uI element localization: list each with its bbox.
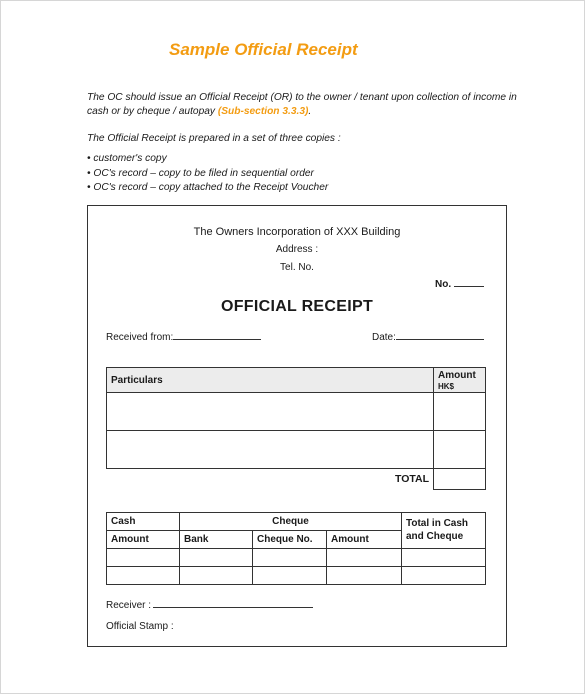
receiver-field [106,600,313,611]
bank-header: Bank [180,531,253,549]
received-from-blank[interactable] [173,339,261,340]
date-blank[interactable] [396,339,484,340]
list-item: • OC's record – copy attached to the Receipt Voucher [87,181,328,196]
receipt-number-label: No. [435,279,452,290]
date-field [372,332,484,343]
amount-header [434,368,486,393]
table-row [107,368,486,393]
receiver-label: Receiver : [106,600,152,611]
cash-header: Cash [107,513,180,531]
receiver-blank[interactable] [153,607,313,608]
total-cell[interactable] [402,549,486,567]
total-label: TOTAL [394,473,429,486]
table-row [107,567,486,585]
total-cash-cheque-header: Total in Cash and Cheque [402,513,486,549]
receipt-heading: OFFICIAL RECEIPT [220,298,374,315]
particulars-header: Particulars [107,368,434,393]
cheque-amount-cell[interactable] [327,549,402,567]
table-row [107,549,486,567]
amount-header-label: Amount [438,370,476,381]
amount-cell[interactable] [434,393,486,431]
payment-table [106,512,486,585]
tel-label: Tel. No. [280,262,314,273]
received-from-label: Received from: [106,332,174,343]
organization-name: The Owners Incorporation of XXX Building [193,226,401,238]
particulars-table [106,367,486,490]
list-item: • OC's record – copy to be filed in sequential order [87,167,328,182]
intro-text: The OC should issue an Official Receipt (OR) to the owner / tenant upon collection of income in cash or by cheque / autopay [87,92,517,117]
cash-amount-header: Amount [107,531,180,549]
table-row [107,431,486,469]
list-item: • customer's copy [87,152,328,167]
cash-amount-cell[interactable] [107,549,180,567]
total-cell[interactable] [402,567,486,585]
copies-intro: The Official Receipt is prepared in a set of three copies : [87,133,341,144]
bank-cell[interactable] [180,549,253,567]
receipt-number-blank[interactable] [454,286,484,287]
subsection-reference: (Sub-section 3.3.3) [217,106,309,117]
intro-paragraph [87,91,517,119]
intro-end: . [308,106,312,117]
receipt-form [87,205,507,647]
amount-cell[interactable] [434,431,486,469]
address-label: Address : [275,244,319,255]
official-stamp-label: Official Stamp : [106,621,174,632]
currency-label: HK$ [438,382,455,391]
receipt-number-field [435,279,484,290]
copies-list [87,152,328,196]
table-row [107,513,486,531]
date-label: Date: [372,332,396,343]
cheque-header: Cheque [180,513,402,531]
bank-cell[interactable] [180,567,253,585]
cheque-amount-header: Amount [327,531,402,549]
cheque-amount-cell[interactable] [327,567,402,585]
table-row [107,469,486,490]
cheque-no-cell[interactable] [253,549,327,567]
particulars-cell[interactable] [107,431,434,469]
document-title: Sample Official Receipt [169,40,358,59]
cash-amount-cell[interactable] [107,567,180,585]
table-row [107,393,486,431]
cheque-no-cell[interactable] [253,567,327,585]
particulars-cell[interactable] [107,393,434,431]
cheque-no-header: Cheque No. [253,531,327,549]
total-amount-cell[interactable] [434,469,486,490]
received-from-field [106,332,261,343]
